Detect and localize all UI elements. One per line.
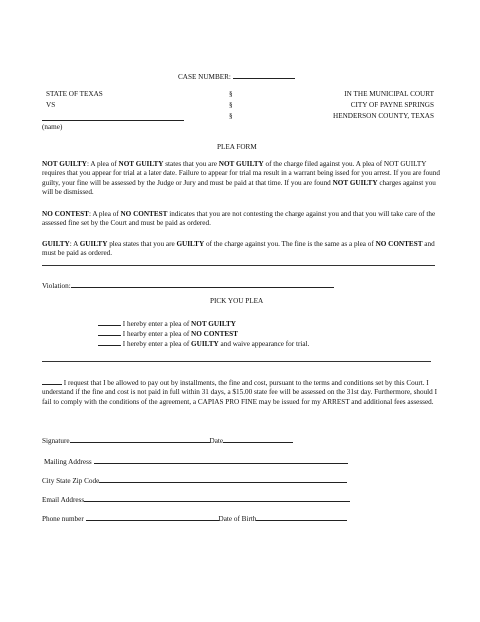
signature-line	[42, 434, 293, 446]
violation-line	[42, 279, 334, 291]
city-label: City State Zip Code	[42, 477, 100, 485]
phone-line	[42, 512, 347, 524]
date-label: Date	[209, 437, 224, 445]
section-symbol-1: §	[229, 90, 233, 98]
date-field[interactable]	[223, 434, 293, 443]
email-label: Email Address	[42, 496, 85, 504]
mailing-label: Mailing Address	[44, 458, 92, 466]
email-field[interactable]	[84, 493, 350, 502]
section-symbol-3: §	[229, 112, 233, 120]
court-name: IN THE MUNICIPAL COURT	[344, 90, 434, 98]
pick-plea-title: PICK YOU PLEA	[210, 297, 264, 305]
plea-blank[interactable]	[98, 317, 121, 326]
case-number-label: CASE NUMBER:	[178, 73, 231, 81]
city-field[interactable]	[99, 474, 347, 483]
plea-option-no-contest[interactable]: I hearby enter a plea of NO CONTEST	[98, 327, 238, 339]
name-label: (name)	[42, 123, 63, 131]
violation-label: Violation:	[42, 282, 71, 290]
plea-blank[interactable]	[98, 327, 121, 336]
violation-field[interactable]	[71, 279, 334, 288]
email-line	[42, 493, 350, 505]
dob-field[interactable]	[256, 512, 347, 521]
divider-1	[42, 265, 435, 266]
signature-field[interactable]	[70, 434, 210, 443]
dob-label: Date of Birth	[218, 515, 257, 523]
city-line	[42, 474, 347, 486]
phone-label: Phone number	[42, 515, 84, 523]
phone-field[interactable]	[86, 512, 219, 521]
signature-label: Signature	[42, 437, 70, 445]
county-name: HENDERSON COUNTY, TEXAS	[333, 112, 434, 120]
plea-option-guilty[interactable]: I hereby enter a plea of GUILTY and waive appearance for trial.	[98, 337, 309, 349]
divider-2	[42, 361, 431, 362]
not-guilty-paragraph: NOT GUILTY: A plea of NOT GUILTY states that you are NOT GUILTY of the charge filed against you. A plea of NOT GUILTY requires that you appear for trial at a later date. Failure to appear for trial ma result in a warrant being issed for you arrest. If you are found guilty, your fine will be assessed by the Judge or Jury and must be paid at that time. If you are found NOT GUILTY charges against you will be dismissed.	[42, 160, 440, 197]
mailing-line	[44, 455, 348, 467]
plea-blank[interactable]	[98, 337, 121, 346]
mailing-field[interactable]	[94, 455, 348, 464]
case-number-line	[178, 70, 295, 82]
no-contest-paragraph: NO CONTEST: A plea of NO CONTEST indicates that you are not contesting the charge against you and that you will take care of the assessed fine set by the Court and must be paid as ordered.	[42, 210, 436, 228]
city-name: CITY OF PAYNE SPRINGS	[350, 101, 434, 109]
installment-blank[interactable]	[42, 376, 62, 385]
defendant-name-field[interactable]	[42, 112, 184, 124]
installment-paragraph: I request that I be allowed to pay out by installments, the fine and cost, pursuant to the terms and conditions set by this Court. I understand if the fine and cost is not paid in full within 31 days, a $15.00 state fee will be assessed on the 31st day. Furthermore, should I fail to comply with the conditions of the agreement, a CAPIAS PRO FINE may be issued for my ARREST and additional fees assessed.	[42, 376, 442, 407]
caption-left-1: STATE OF TEXAS	[46, 90, 103, 98]
case-number-field[interactable]	[233, 70, 295, 79]
form-title: PLEA FORM	[217, 143, 257, 151]
caption-left-2: VS	[46, 101, 56, 109]
section-symbol-2: §	[229, 101, 233, 109]
plea-option-not-guilty[interactable]: I hereby enter a plea of NOT GUILTY	[98, 317, 236, 329]
guilty-paragraph: GUILTY: A GUILTY plea states that you are GUILTY of the charge against you. The fine is the same as a plea of NO CONTEST and must be paid as ordered.	[42, 240, 435, 258]
